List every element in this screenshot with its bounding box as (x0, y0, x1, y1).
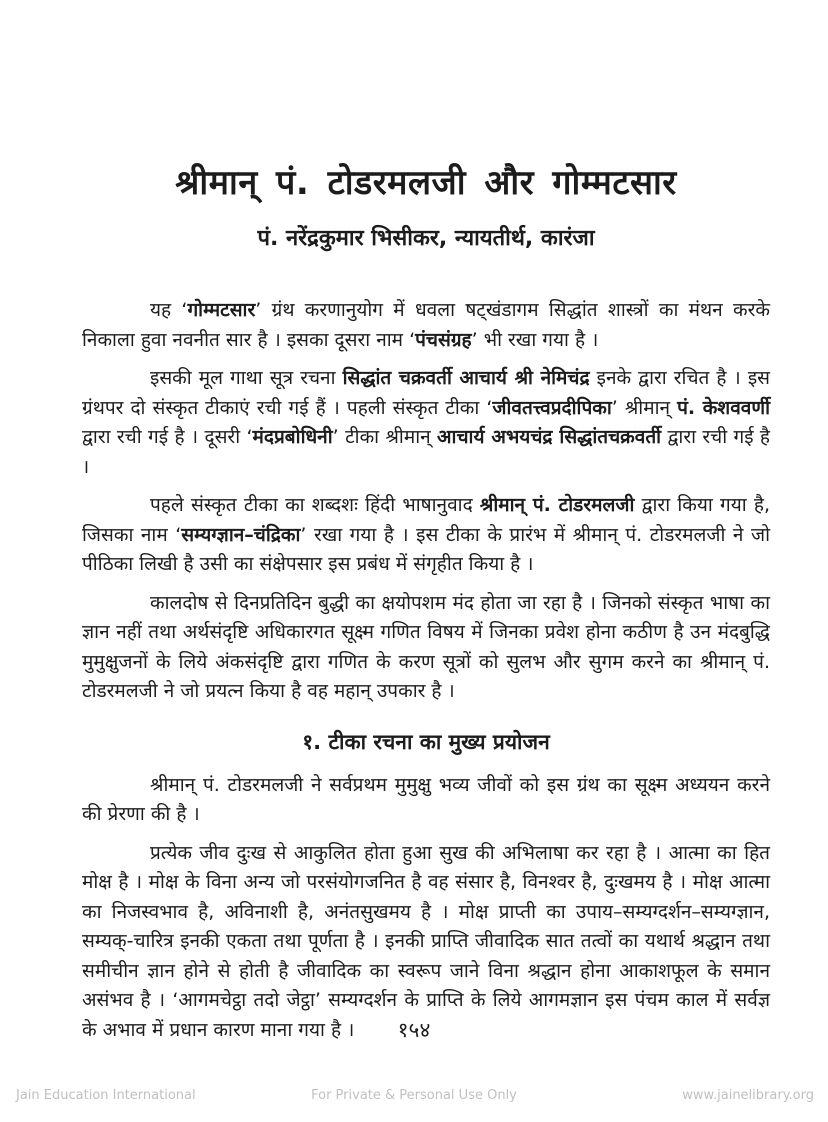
paragraph (82, 364, 770, 482)
body-text: इसकी मूल गाथा सूत्र रचना (150, 367, 343, 389)
article-content (82, 296, 770, 1045)
emphasized-text: आचार्य अभयचंद्र सिद्धांतचक्रवर्ती (437, 426, 662, 448)
paragraph (82, 296, 770, 355)
emphasized-text: गोम्मटसार (187, 299, 256, 321)
body-text: प्रत्येक जीव दुःख से आकुलित होता हुआ सुख की अभिलाषा कर रहा है । आत्मा का हित मोक्ष है । मोक्ष के विना अन्य जो परसंयोगजनित है वह संसार है, विनश्वर है, दुःखमय है । मोक्ष आत्मा का निजस्वभाव है, अविनाशी है, अनंतसुखमय है । मोक्ष प्राप्ती का उपाय–सम्यग्दर्शन–सम्यग्ज्ञान, सम्यक्-चारित्र इनकी एकता तथा पूर्णता है । इनकी प्राप्ति जीवादिक सात तत्वों का यथार्थ श्रद्धान तथा समीचीन ज्ञान होने से होती है जीवादिक का स्वरूप जाने विना श्रद्धान होना आकाशफूल के समान असंभव है । ‘आगमचेट्ठा तदो जेट्ठा’ सम्यग्दर्शन के प्राप्ति के लिये आगमज्ञान इस पंचम काल में सर्वज्ञ के अभाव में प्रधान कारण माना गया है । (82, 841, 770, 1041)
body-text: ’ टीका श्रीमान् (332, 426, 438, 448)
body-text: ’ श्रीमान् (611, 396, 678, 419)
footer-website: www.jainelibrary.org (682, 1088, 814, 1103)
page-title: श्रीमान् पं. टोडरमलजी और गोम्मटसार (175, 163, 677, 203)
emphasized-text: मंदप्रबोधिनी (252, 426, 333, 448)
emphasized-text: सम्यग्ज्ञान–चंद्रिका (181, 523, 301, 546)
body-text: पहले संस्कृत टीका का शब्दशः हिंदी भाषानुवाद (150, 494, 480, 516)
paragraph (82, 839, 770, 1046)
body-text: इनके द्वारा रचित है । इस ग्रंथपर दो संस्कृत टीकाएं रची गई हैं । पहली संस्कृत टीका ‘ (82, 367, 770, 419)
body-text: श्रीमान् पं. टोडरमलजी ने सर्वप्रथम मुमुक्षु भव्य जीवों को इस ग्रंथ का सूक्ष्म अध्ययन करने की प्रेरणा की है । (82, 773, 770, 825)
page-footer (0, 1088, 828, 1108)
page-number: १५४ (397, 1018, 431, 1042)
footer-usage-notice: For Private & Personal Use Only (311, 1088, 517, 1103)
body-text: ’ रखा गया है । इस टीका के प्रारंभ में श्रीमान् पं. टोडरमलजी ने जो पीठिका लिखी है उसी का संक्षेपसार इस प्रबंध में संगृहीत किया है । (82, 523, 770, 575)
paragraph (82, 771, 770, 830)
body-text: यह ‘ (150, 299, 188, 321)
body-text: द्वारा किया गया है, जिसका नाम ‘ (82, 494, 770, 546)
emphasized-text: पंचसंग्रह (415, 328, 472, 351)
body-text: ’ ग्रंथ करणानुयोग में धवला षट्खंडागम सिद्धांत शास्त्रों का मंथन करके निकाला हुवा नवनीत सार है । इसका दूसरा नाम ‘ (82, 299, 770, 351)
paragraph (82, 491, 770, 580)
footer-publisher: Jain Education International (16, 1088, 196, 1103)
paragraph (82, 589, 770, 707)
body-text: द्वारा रची गई है । दूसरी ‘ (82, 426, 253, 448)
emphasized-text: सिद्धांत चक्रवर्ती आचार्य श्री नेमिचंद्र (342, 367, 590, 389)
body-text: कालदोष से दिनप्रतिदिन बुद्धी का क्षयोपशम मंद होता जा रहा है । जिनको संस्कृत भाषा का ज्ञान नहीं तथा अर्थसंदृष्टि अधिकारगत सूक्ष्म गणित विषय में जिनका प्रवेश होना कठीण है उन मंदबुद्धि मुमुक्षुजनों के लिये अंकसंदृष्टि द्वारा गणित के करण सूत्रों को सुलभ और सुगम करने का श्रीमान् पं. टोडरमलजी ने जो प्रयत्न किया है वह महान् उपकार है । (82, 591, 770, 702)
body-text: ’ भी रखा गया है । (471, 328, 599, 351)
emphasized-text: श्रीमान् पं. टोडरमलजी (479, 494, 635, 516)
emphasized-text: पं. केशववर्णी (677, 396, 770, 419)
author-byline: पं. नरेंद्रकुमार भिसीकर, न्यायतीर्थ, कारंजा (257, 226, 595, 251)
body-text: द्वारा रची गई है । (82, 426, 771, 478)
emphasized-text: जीवतत्त्वप्रदीपिका (492, 396, 612, 419)
section-heading: १. टीका रचना का मुख्य प्रयोजन (302, 729, 550, 754)
